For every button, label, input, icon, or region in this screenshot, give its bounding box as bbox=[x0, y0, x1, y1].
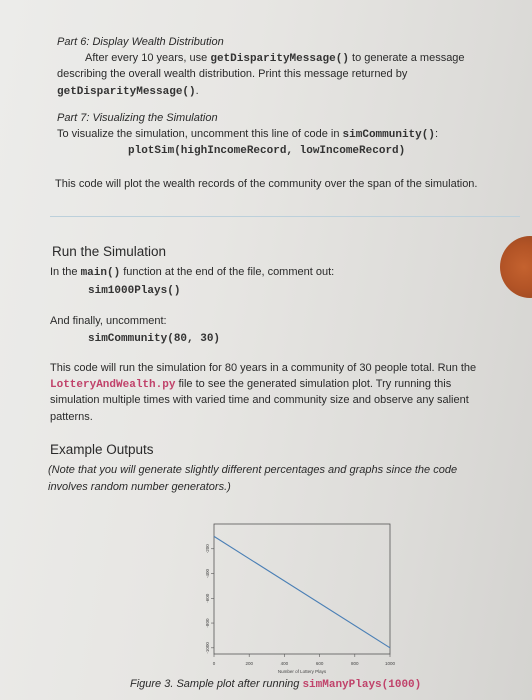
run-para1: This code will run the simulation for 80 years in a community of 30 people total. Run the bbox=[50, 362, 477, 374]
part7-code: plotSim(highIncomeRecord, lowIncomeRecord) bbox=[128, 145, 406, 157]
y-tick-label-0: -200 bbox=[205, 544, 210, 554]
plot-frame bbox=[214, 524, 390, 654]
x-tick-label-5: 1000 bbox=[384, 661, 396, 666]
y-tick-label-4: -1000 bbox=[205, 642, 210, 654]
x-tick-label-0: 0 bbox=[212, 661, 216, 666]
part6-line1-post: to generate a message bbox=[348, 52, 465, 64]
run-para2-post: file to see the generated simulation plot. Try running this bbox=[175, 378, 452, 390]
part6-line1-code: getDisparityMessage() bbox=[210, 53, 349, 65]
run-line1-pre: In the bbox=[50, 266, 81, 278]
part6-line1-pre: After every 10 years, use bbox=[85, 52, 211, 64]
part6-line2: describing the overall wealth distribution. Print this message returned by bbox=[57, 68, 408, 80]
x-tick-label-3: 600 bbox=[315, 661, 324, 666]
figure-caption-text: Figure 3. Sample plot after running bbox=[130, 678, 303, 690]
y-tick-label-2: -600 bbox=[205, 593, 210, 603]
run-heading: Run the Simulation bbox=[52, 244, 167, 259]
example-note1: (Note that you will generate slightly different percentages and graphs since the code bbox=[48, 464, 458, 476]
run-para2-file: LotteryAndWealth.py bbox=[50, 379, 176, 391]
run-line1-code: main() bbox=[80, 267, 121, 279]
run-code2: simCommunity(80, 30) bbox=[88, 333, 221, 345]
x-tick-label-1: 200 bbox=[245, 661, 253, 666]
part6-line3-code: getDisparityMessage() bbox=[57, 86, 196, 98]
part6-heading: Part 6: Display Wealth Distribution bbox=[57, 36, 224, 48]
run-para4: patterns. bbox=[50, 411, 93, 423]
section-divider bbox=[50, 216, 520, 217]
wealth-line-chart bbox=[190, 518, 400, 676]
part6-line1 bbox=[85, 52, 465, 65]
x-axis-label: Number of Lottery Plays bbox=[277, 669, 327, 674]
part7-heading: Part 7: Visualizing the Simulation bbox=[57, 112, 218, 124]
run-line2: And finally, uncomment: bbox=[50, 315, 167, 327]
figure-caption-code: simManyPlays(1000) bbox=[302, 679, 422, 691]
figure-caption bbox=[130, 678, 421, 691]
part6-line3-post: . bbox=[195, 85, 199, 97]
run-code1: sim1000Plays() bbox=[88, 285, 181, 297]
part7-note: This code will plot the wealth records of the community over the span of the simulation. bbox=[55, 178, 478, 190]
run-para3: simulation multiple times with varied time and community size and observe any salient bbox=[50, 394, 469, 406]
part7-line1-pre: To visualize the simulation, uncomment this line of code in bbox=[57, 128, 343, 140]
series-line-0 bbox=[214, 536, 390, 647]
run-line1 bbox=[50, 266, 334, 279]
part7-line1-post: : bbox=[434, 128, 439, 140]
y-tick-label-3: -800 bbox=[205, 618, 210, 628]
run-para2 bbox=[50, 378, 451, 391]
finger-obstruction bbox=[500, 236, 532, 298]
example-heading: Example Outputs bbox=[50, 442, 154, 457]
part6-line3 bbox=[57, 85, 199, 98]
run-line1-post: function at the end of the file, comment out: bbox=[120, 266, 335, 278]
y-tick-label-1: -400 bbox=[205, 569, 210, 579]
part7-line1 bbox=[57, 128, 438, 141]
part7-line1-code: simCommunity() bbox=[342, 129, 435, 141]
example-note2: involves random number generators.) bbox=[48, 481, 231, 493]
x-tick-label-2: 400 bbox=[280, 661, 289, 666]
x-tick-label-4: 800 bbox=[351, 661, 359, 666]
